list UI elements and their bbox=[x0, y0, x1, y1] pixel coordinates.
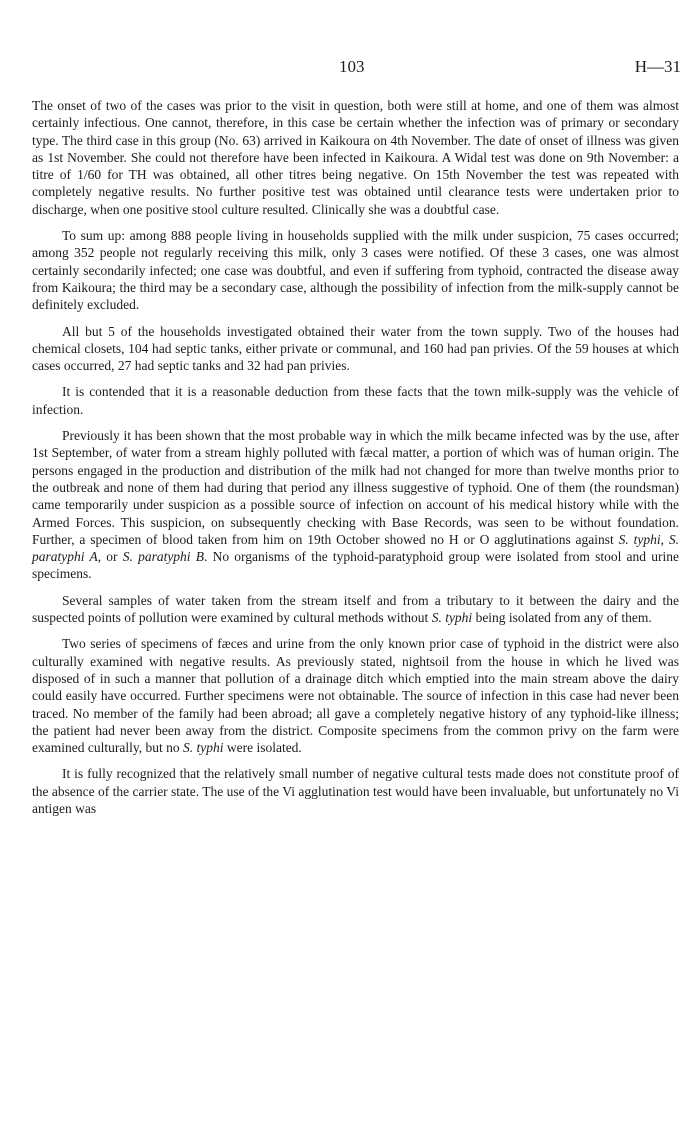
paragraph bbox=[32, 427, 679, 583]
italic-term: S. typhi bbox=[182, 740, 224, 756]
paragraph bbox=[32, 97, 679, 218]
page-number: 103 bbox=[339, 57, 365, 76]
paragraph bbox=[32, 635, 679, 756]
italic-term: S. typhi bbox=[618, 531, 661, 547]
text-segment: The onset of two of the cases was prior to the visit in question, both were still at home, and one of them was almost certainly infectious. One cannot, therefore, in this case be certain whether the infection was of primary or secondary type. The third case in this group (No. 63) arrived in Kaikoura on 4th November. The date of onset of illness was given as 1st November. She could not therefore have been infected in Kaikoura. A Widal test was done on 9th November: a titre of 1/60 for TH was obtained, all other titres being negative. On 15th November the test was repeated with completely negative results. No further positive test was obtained until clearance tests were undertaken prior to discharge, when one positive stool culture resulted. Clinically she was a doubtful case. bbox=[32, 98, 679, 217]
text-segment: , bbox=[660, 531, 669, 547]
italic-term: S. paratyphi B bbox=[122, 549, 205, 565]
body-text bbox=[32, 97, 679, 826]
paragraph bbox=[32, 227, 679, 313]
text-segment: Several samples of water taken from the stream itself and from a tributary to it between the dairy and the suspected points of pollution were examined by cultural methods without bbox=[32, 592, 679, 626]
text-segment: It is contended that it is a reasonable deduction from these facts that the town milk-supply was the vehicle of infection. bbox=[32, 384, 679, 417]
paragraph bbox=[32, 323, 679, 375]
text-segment: All but 5 of the households investigated obtained their water from the town supply. Two of the houses had chemical closets, 104 had septic tanks, either private or communal, and 160 had pan privies. Of the 59 houses at which cases occurred, 27 had septic tanks and 32 had pan privies. bbox=[32, 323, 679, 374]
text-segment: being isolated from any of them. bbox=[472, 610, 652, 626]
text-segment: were isolated. bbox=[223, 740, 302, 756]
text-segment: Two series of specimens of fæces and urine from the only known prior case of typhoid in the district were also culturally examined with negative results. As previously stated, nightsoil from the house in which he lived was disposed of in such a manner that pollution of a drainage ditch which emptied into the main stream above the dairy could easily have occurred. Further specimens were not obtainable. The source of infection in this case had never been traced. No member of the family had been abroad; all gave a completely negative history of any typhoid-like illness; the patient had never been away from the district. Composite specimens from the common privy on the farm were examined culturally, but no bbox=[32, 636, 679, 756]
text-segment: To sum up: among 888 people living in households supplied with the milk under suspicion, 75 cases occurred; among 352 people not regularly receiving this milk, only 3 cases were notified. Of these 3 cases, one was almost certainly secondarily infected; one case was doubtful, and even if suffering from typhoid, contracted the disease away from Kaikoura; the third may be a secondary case, although the possibility of infection from the milk-supply cannot be definitely excluded. bbox=[32, 228, 679, 313]
paragraph bbox=[32, 765, 679, 817]
text-segment: . No organisms of the typhoid-paratyphoid group were isolated from stool and urine specimens. bbox=[32, 549, 679, 582]
paragraph bbox=[32, 383, 679, 418]
page-header bbox=[0, 57, 700, 81]
paragraph bbox=[32, 592, 679, 627]
italic-term: S. typhi bbox=[431, 610, 473, 626]
text-segment: Previously it has been shown that the most probable way in which the milk became infected was by the use, after 1st September, of water from a stream highly polluted with fæcal matter, a portion of which was of human origin. The persons engaged in the production and distribution of the milk had not changed for more than twelve months prior to the outbreak and none of them had during that period any illness suggestive of typhoid. One of them (the roundsman) came temporarily under suspicion as a possible source of infection on account of his medical history while with the Armed Forces. This suspicion, on subsequently checking with Base Records, was seen to be without foundation. Further, a specimen of blood taken from him on 19th October showed no H or O agglutinations against bbox=[32, 428, 679, 547]
text-segment: , or bbox=[97, 549, 123, 565]
document-reference: H—31 bbox=[634, 57, 681, 76]
italic-term: S. paratyphi A bbox=[32, 531, 679, 565]
text-segment: It is fully recognized that the relatively small number of negative cultural tests made does not constitute proof of the absence of the carrier state. The use of the Vi agglutination test would have been invaluable, but unfortunately no Vi antigen was bbox=[32, 766, 679, 816]
